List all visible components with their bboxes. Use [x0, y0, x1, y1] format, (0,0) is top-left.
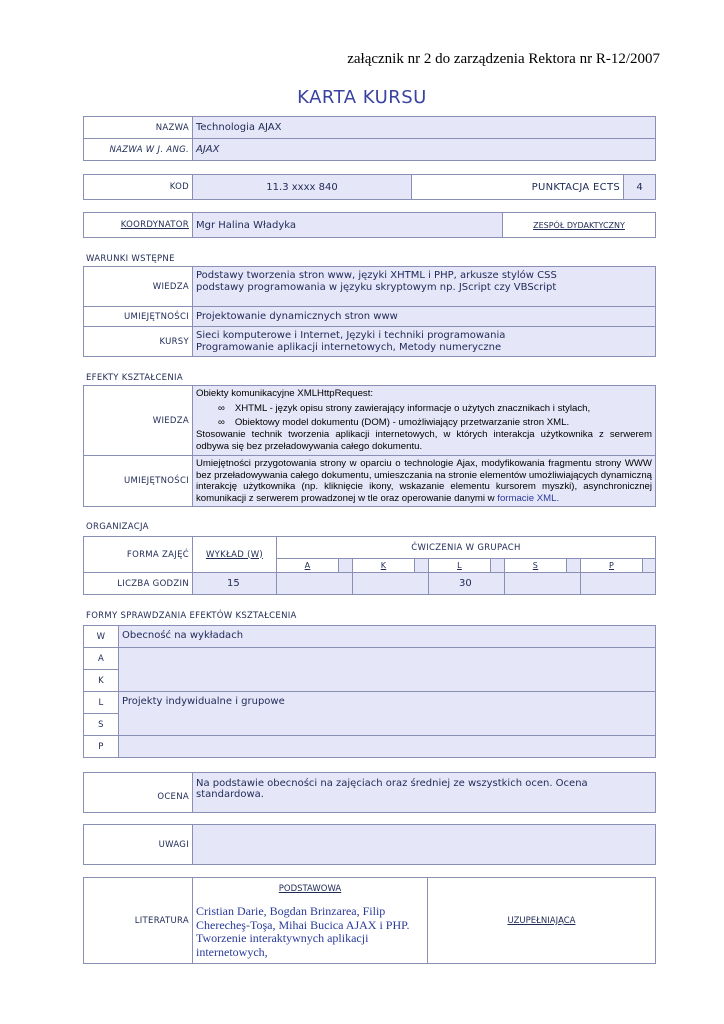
outcomes-knowledge-intro: Obiekty komunikacyjne XMLHttpRequest: [196, 388, 374, 399]
prereq-course-line: Programowanie aplikacji internetowych, Metody numeryczne [196, 341, 502, 353]
outcomes-skills-text: Umiejętności przygotowania strony w oparciu o technologie Ajax, modyfikowania fragmentu strony WWW bez przeładowywania całego dokumentu, umieszczania na stronie elementów umożliwiających dynamiczną interakcję użytkownika (np. kliknięcie ikony, wskazanie elementu kursorem myszki), asynchronicznej komunikacji z serwerem prowadzonej w tle oraz operowanie danymi w [196, 458, 652, 504]
notes-value [193, 825, 656, 865]
organization-heading: ORGANIZACJA [86, 522, 149, 532]
assessment-code-k: K [84, 670, 119, 692]
prereq-skills-value: Projektowanie dynamicznych stron www [193, 307, 656, 327]
assessment-heading: FORMY SPRAWDZANIA EFEKTÓW KSZTAŁCENIA [86, 611, 297, 621]
coordinator-table [83, 212, 656, 238]
group-s-extra [567, 559, 581, 573]
coordinator-value: Mgr Halina Władyka [193, 213, 503, 238]
group-k: K [353, 559, 415, 573]
outcomes-skills-value [193, 456, 656, 507]
literature-basic-text: Cristian Darie, Bogdan Brinzarea, Filip Cherecheş-Toşa, Mihai Bucica AJAX i PHP. Tworzenie interaktywnych aplikacji internetowych, [196, 904, 410, 959]
ects-label: PUNKTACJA ECTS [412, 175, 624, 200]
literature-table [83, 877, 656, 964]
groups-label: ĆWICZENIA W GRUPACH [277, 537, 656, 559]
ects-value: 4 [624, 175, 656, 200]
code-table [83, 174, 656, 200]
name-eng-value: AJAX [193, 139, 656, 161]
assessment-code-w: W [84, 626, 119, 648]
organization-table [83, 536, 656, 595]
lecture-hours: 15 [193, 573, 277, 595]
prereq-knowledge-line: Podstawy tworzenia stron www, języki XHTML i PHP, arkusze stylów CSS [196, 270, 557, 281]
assessment-text-p [119, 736, 656, 758]
literature-label: LITERATURA [84, 878, 193, 964]
assessment-code-s: S [84, 714, 119, 736]
literature-basic [193, 878, 428, 964]
grade-label: OCENA [84, 773, 193, 813]
group-p: P [581, 559, 643, 573]
outcomes-heading: EFEKTY KSZTAŁCENIA [86, 373, 183, 383]
assessment-code-l: L [84, 692, 119, 714]
outcomes-skills-label: UMIEJĘTNOŚCI [84, 456, 193, 507]
assessment-code-a: A [84, 648, 119, 670]
group-s: S [505, 559, 567, 573]
assessment-code-p: P [84, 736, 119, 758]
l-hours: 30 [429, 573, 505, 595]
grade-value: Na podstawie obecności na zajęciach oraz średniej ze wszystkich ocen. Ocena standardowa. [193, 773, 656, 813]
code-label: KOD [84, 175, 193, 200]
outcomes-knowledge-value [193, 386, 656, 456]
team-label: ZESPÓŁ DYDAKTYCZNY [503, 213, 656, 238]
outcomes-bullet: ∞ XHTML - język opisu strony zawierający informacje o użytych znacznikach i stylach, [218, 403, 652, 415]
k-hours [353, 573, 429, 595]
outcomes-knowledge-tail: Stosowanie technik tworzenia aplikacji internetowych, w których interakcja użytkownika z serwerem odbywa się bez przeładowywania całego dokumentu. [196, 429, 652, 452]
name-eng-label: NAZWA W J. ANG. [84, 139, 193, 161]
s-hours [505, 573, 581, 595]
assessment-text-l: Projekty indywidualne i grupowe [119, 692, 656, 736]
outcomes-knowledge-label: WIEDZA [84, 386, 193, 456]
outcomes-table [83, 385, 656, 507]
page-title: KARTA KURSU [297, 87, 427, 108]
literature-supplementary-label: UZUPEŁNIAJĄCA [428, 878, 656, 964]
group-k-extra [415, 559, 429, 573]
prerequisites-heading: WARUNKI WSTĘPNE [86, 254, 175, 264]
name-table [83, 116, 656, 161]
prereq-knowledge-label: WIEDZA [84, 267, 193, 307]
group-l-extra [491, 559, 505, 573]
code-value: 11.3 xxxx 840 [193, 175, 412, 200]
lecture-label: WYKŁAD (W) [193, 537, 277, 573]
notes-label: UWAGI [84, 825, 193, 865]
prereq-course-line: Sieci komputerowe i Internet, Języki i techniki programowania [196, 329, 506, 341]
prereq-knowledge-line: podstawy programowania w języku skryptowym np. JScript czy VBScript [196, 282, 557, 293]
prereq-courses-value [193, 327, 656, 357]
a-hours [277, 573, 353, 595]
prerequisites-table [83, 266, 656, 357]
assessment-text-a [119, 648, 656, 692]
group-p-extra [643, 559, 656, 573]
header-note: załącznik nr 2 do zarządzenia Rektora nr R-12/2007 [347, 51, 660, 67]
group-a: A [277, 559, 339, 573]
prereq-courses-label: KURSY [84, 327, 193, 357]
assessment-table [83, 625, 656, 758]
group-l: L [429, 559, 491, 573]
prereq-knowledge-value [193, 267, 656, 307]
p-hours [581, 573, 656, 595]
hours-label: LICZBA GODZIN [84, 573, 193, 595]
grade-table [83, 772, 656, 813]
notes-table [83, 824, 656, 865]
outcomes-bullet: ∞ Obiektowy model dokumentu (DOM) - umożliwiający przetwarzanie stron XML. [218, 417, 652, 429]
name-value: Technologia AJAX [193, 117, 656, 139]
prereq-skills-label: UMIEJĘTNOŚCI [84, 307, 193, 327]
form-label: FORMA ZAJĘĆ [84, 537, 193, 573]
group-a-extra [339, 559, 353, 573]
outcomes-skills-link: formacie XML. [497, 492, 560, 504]
literature-basic-label: PODSTAWOWA [278, 884, 342, 894]
coordinator-label: KOORDYNATOR [84, 213, 193, 238]
assessment-text-w: Obecność na wykładach [119, 626, 656, 648]
name-label: NAZWA [84, 117, 193, 139]
